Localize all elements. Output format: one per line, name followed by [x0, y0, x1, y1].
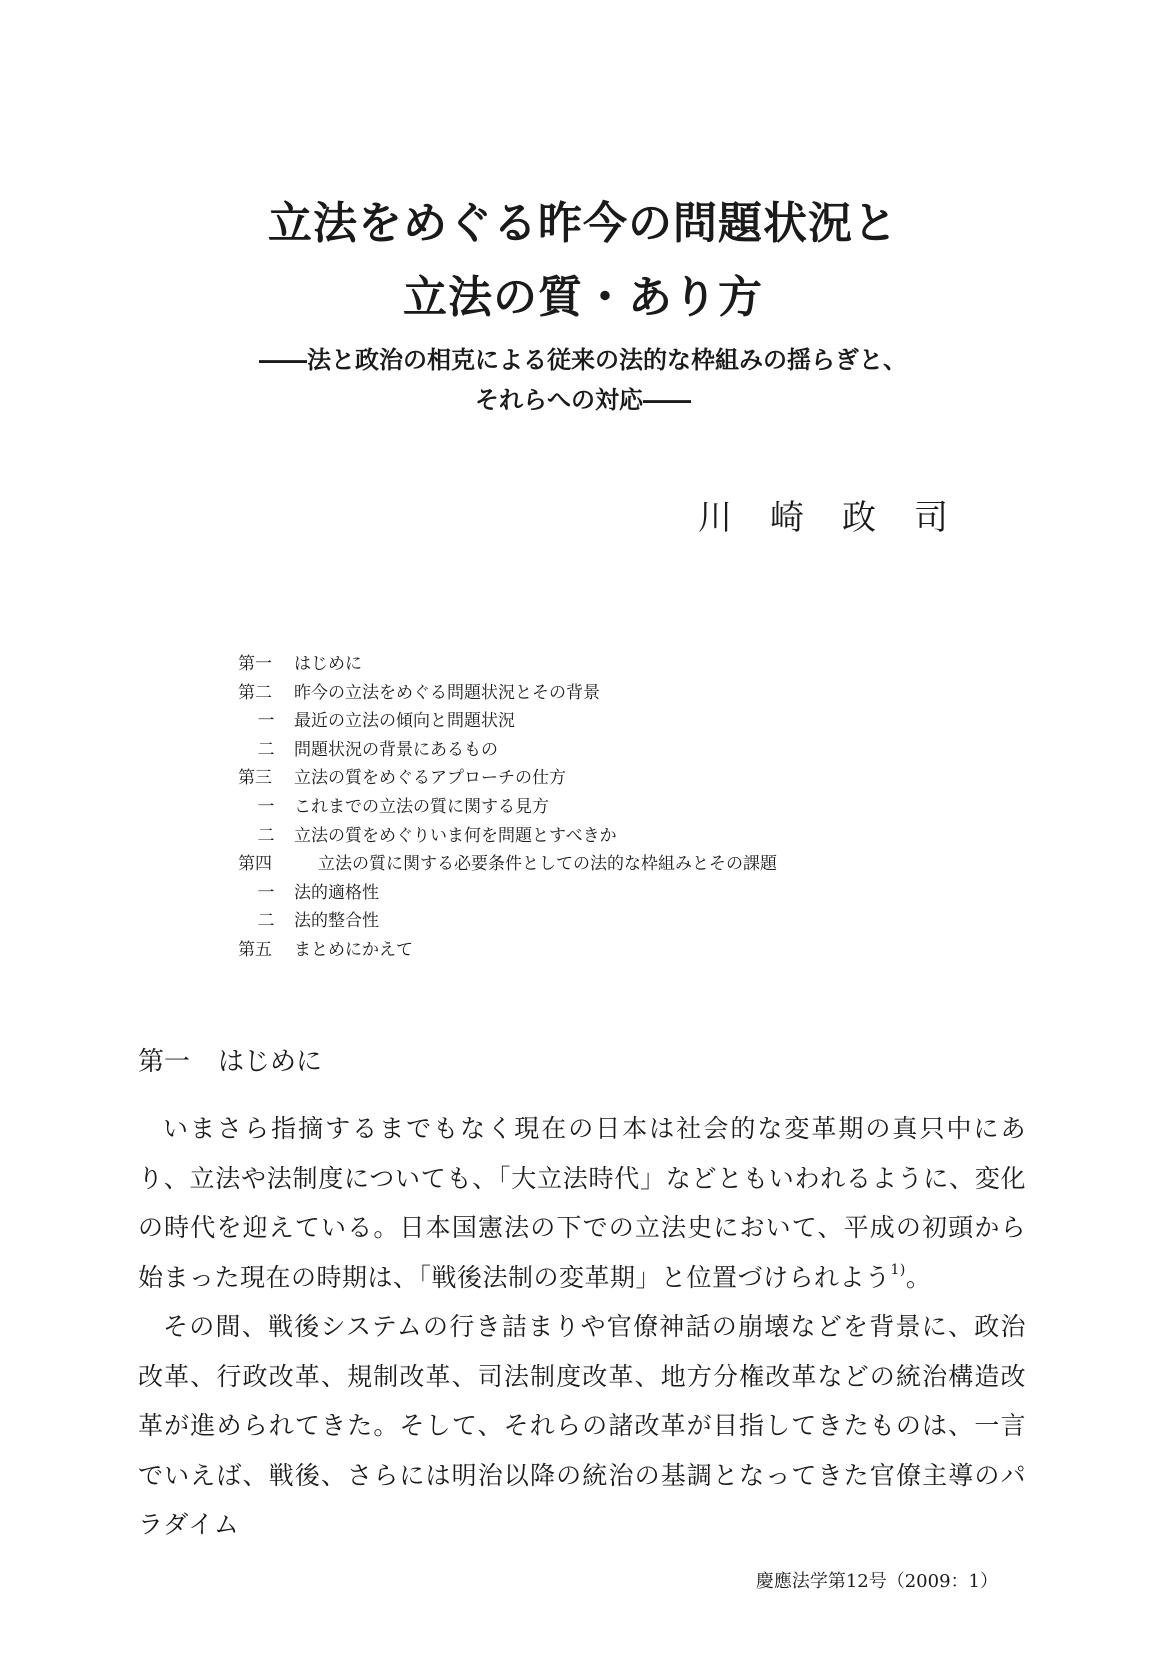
toc-item-number: 一	[257, 882, 275, 903]
toc-item	[238, 879, 958, 908]
toc-item-text: はじめに	[294, 654, 362, 674]
article-title-line-1: 立法をめぐる昨今の問題状況と	[268, 198, 898, 249]
paragraph: その間、戦後システムの行き詰まりや官僚神話の崩壊などを背景に、政治改革、行政改革、規制改革、司法制度改革、地方分権改革などの統治構造改革が進められてきた。そして、それらの諸改革が目指してきたものは、一言でいえば、戦後、さらには明治以降の統治の基調となってきた官僚主導のパラダイム	[138, 1312, 1026, 1539]
toc-item	[238, 936, 958, 965]
toc-item-text: 立法の質をめぐりいま何を問題とすべきか	[294, 825, 617, 846]
toc-item	[238, 907, 958, 936]
toc-item	[238, 707, 958, 736]
toc-item	[238, 850, 958, 879]
author-name: 川崎政司	[698, 498, 986, 538]
toc-item-number: 第五	[238, 939, 272, 960]
subtitle-line-1: ――法と政治の相克による従来の法的な枠組みの揺らぎと、	[259, 345, 907, 374]
section-number: 第一	[138, 1047, 191, 1077]
article-title-line-2: 立法の質・あり方	[403, 272, 763, 323]
paragraph-end: 。	[905, 1262, 932, 1292]
toc-item-text: 最近の立法の傾向と問題状況	[294, 711, 515, 732]
table-of-contents	[238, 650, 958, 965]
paragraph	[138, 1104, 1026, 1302]
toc-item	[238, 764, 958, 793]
toc-item-text: 立法の質をめぐるアプローチの仕方	[294, 768, 566, 789]
toc-item	[238, 679, 958, 708]
subtitle-line-2: それらへの対応――	[475, 385, 691, 414]
toc-item-number: 一	[257, 711, 275, 732]
toc-item	[238, 793, 958, 822]
toc-item	[238, 650, 958, 679]
section-title: はじめに	[218, 1047, 323, 1077]
paragraph-text: いまさら指摘するまでもなく現在の日本は社会的な変革期の真只中にあり、立法や法制度についても、「大立法時代」などともいわれるように、変化の時代を迎えている。日本国憲法の下での立法史において、平成の初頭から始まった現在の時期は、「戦後法制の変革期」と位置づけられよう	[138, 1114, 1026, 1292]
toc-item-text: 法的適格性	[294, 882, 379, 903]
toc-item-text: 立法の質に関する必要条件としての法的な枠組みとその課題	[318, 854, 777, 875]
toc-item-text: これまでの立法の質に関する見方	[294, 796, 549, 817]
toc-item-number: 一	[257, 796, 275, 817]
toc-item-number: 二	[257, 911, 275, 932]
toc-item-text: まとめにかえて	[294, 939, 413, 960]
toc-item	[238, 736, 958, 765]
toc-item-number: 第三	[238, 768, 272, 789]
journal-footer: 慶應法学第12号（2009：1）	[755, 1571, 998, 1592]
section-heading	[138, 1044, 322, 1080]
toc-item-number: 第四	[238, 854, 272, 875]
toc-item-number: 第二	[238, 682, 272, 703]
toc-item-text: 法的整合性	[294, 911, 379, 932]
toc-item-text: 問題状況の背景にあるもの	[294, 739, 498, 760]
toc-item-text: 昨今の立法をめぐる問題状況とその背景	[294, 682, 600, 703]
body-text	[138, 1104, 1026, 1550]
toc-item	[238, 822, 958, 851]
toc-item-number: 第一	[238, 654, 272, 674]
footnote-reference[interactable]: 1)	[890, 1261, 906, 1278]
toc-item-number: 二	[257, 825, 275, 846]
toc-item-number: 二	[257, 739, 275, 760]
